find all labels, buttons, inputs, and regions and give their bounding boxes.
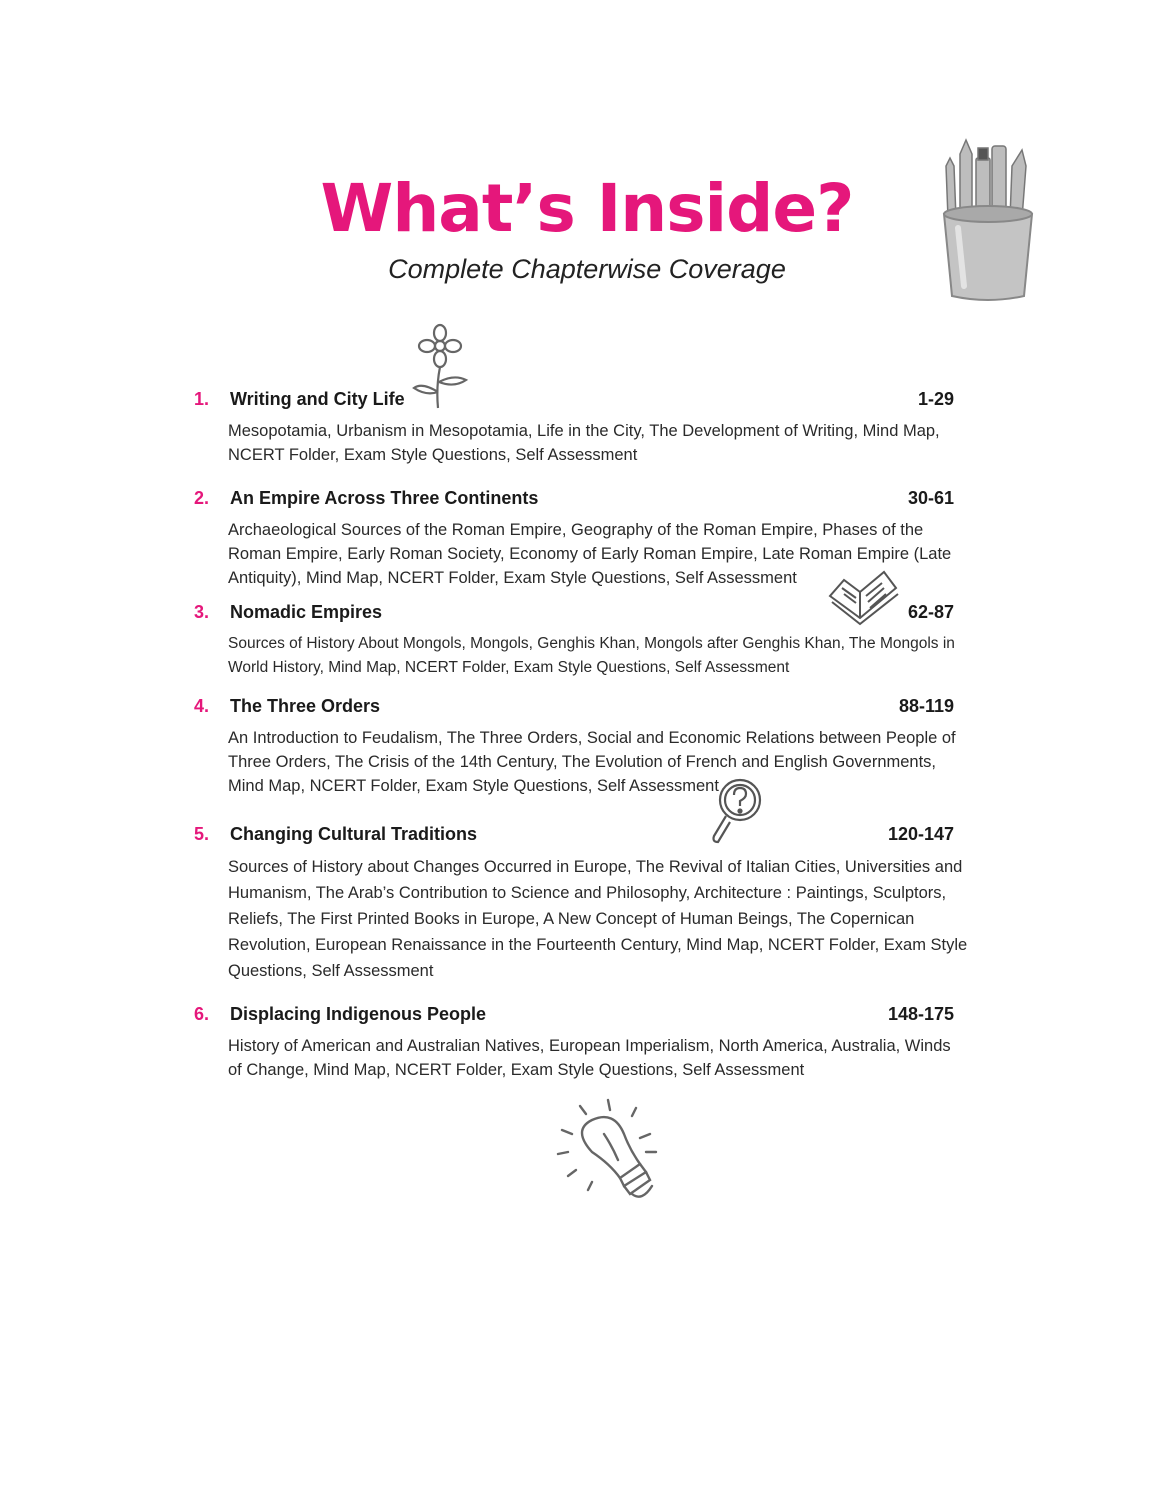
page-subtitle: Complete Chapterwise Coverage bbox=[388, 254, 786, 284]
chapter-pages: 62-87 bbox=[907, 602, 954, 622]
chapter-description: An Introduction to Feudalism, The Three Orders, Social and Economic Relations between People of Three Orders, The Crisis of the 14th Century, The Evolution of French and English Governments, Mind Map, NCERT Folder, Exam Style Questions, Self Assessment bbox=[228, 729, 956, 795]
chapter-2 bbox=[194, 488, 964, 590]
chapter-title: Nomadic Empires bbox=[230, 602, 383, 622]
page-title: What’s Inside? bbox=[320, 170, 854, 247]
chapter-description: Sources of History about Changes Occurred in Europe, The Revival of Italian Cities, Universities and Humanism, The Arab’s Contribution to Science and Philosophy, Architecture : Paintings, Sculptors, Reliefs, The First Printed Books in Europe, A New Concept of Human Beings, The Copernican Revolution, European Renaissance in the Fourteenth Century, Mind Map, NCERT Folder, Exam Style Questions, Self Assessment bbox=[228, 858, 968, 980]
chapter-title: Displacing Indigenous People bbox=[230, 1004, 487, 1024]
chapter-4 bbox=[194, 696, 964, 798]
chapter-description: Mesopotamia, Urbanism in Mesopotamia, Life in the City, The Development of Writing, Mind Map, NCERT Folder, Exam Style Questions, Self Assessment bbox=[228, 422, 940, 464]
chapter-pages: 88-119 bbox=[898, 696, 954, 716]
chapter-title: The Three Orders bbox=[230, 696, 381, 716]
lightbulb-icon bbox=[552, 1094, 662, 1212]
chapter-description: Archaeological Sources of the Roman Empire, Geography of the Roman Empire, Phases of the Roman Empire, Early Roman Society, Economy of Early Roman Empire, Late Roman Empire (Late Antiquity), Mind Map, NCERT Folder, Exam Style Questions, Self Assessment bbox=[228, 521, 952, 587]
chapter-description: Sources of History About Mongols, Mongols, Genghis Khan, Mongols after Genghis Khan, The Mongols in World History, Mind Map, NCERT Folder, Exam Style Questions, Self Assessment bbox=[228, 635, 955, 676]
chapter-pages: 148-175 bbox=[887, 1004, 954, 1024]
chapter-description: History of American and Australian Natives, European Imperialism, North America, Australia, Winds of Change, Mind Map, NCERT Folder, Exam Style Questions, Self Assessment bbox=[228, 1037, 951, 1079]
chapter-title: An Empire Across Three Continents bbox=[230, 488, 539, 508]
chapter-3 bbox=[194, 602, 964, 680]
chapter-number: 1. bbox=[194, 389, 210, 409]
chapter-pages: 1-29 bbox=[917, 389, 954, 409]
chapter-number: 4. bbox=[194, 696, 210, 716]
chapter-pages: 30-61 bbox=[907, 488, 954, 508]
pencil-cup-icon bbox=[938, 136, 1038, 306]
chapter-pages: 120-147 bbox=[887, 824, 954, 844]
chapter-title: Changing Cultural Traditions bbox=[230, 824, 477, 844]
chapter-5 bbox=[194, 824, 968, 984]
chapter-number: 5. bbox=[194, 824, 210, 844]
chapter-1 bbox=[194, 389, 964, 467]
chapter-title: Writing and City Life bbox=[230, 389, 405, 409]
chapter-number: 6. bbox=[194, 1004, 210, 1024]
chapter-number: 3. bbox=[194, 602, 210, 622]
chapter-6 bbox=[194, 1004, 964, 1082]
chapter-number: 2. bbox=[194, 488, 210, 508]
